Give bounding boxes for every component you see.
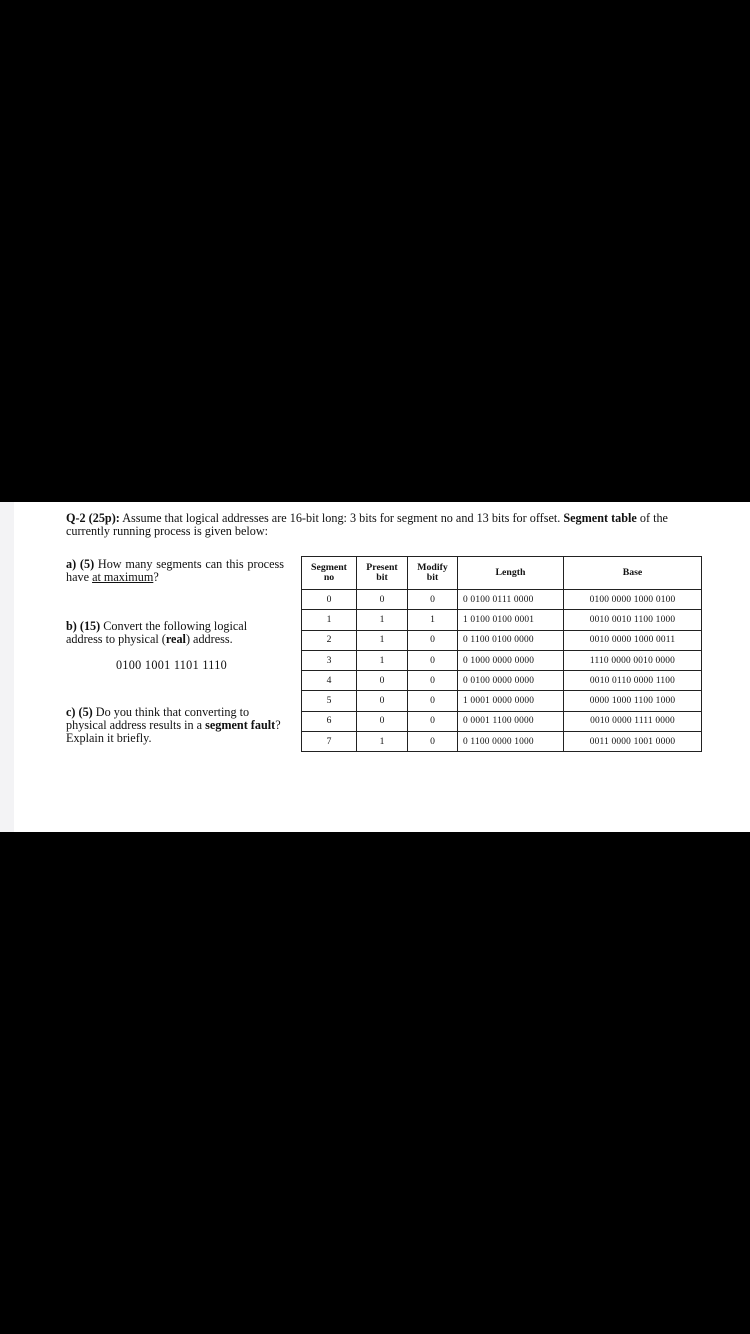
document-page	[0, 502, 750, 832]
logical-address: 0100 1001 1101 1110	[116, 658, 227, 672]
cell-base: 0010 0110 0000 1100	[564, 671, 702, 691]
cell-seg: 4	[302, 671, 357, 691]
question-heading	[66, 512, 706, 538]
part-a-end: ?	[153, 570, 159, 584]
header-base: Base	[564, 557, 702, 590]
cell-present: 1	[357, 610, 408, 630]
cell-modify: 0	[408, 671, 458, 691]
cell-present: 1	[357, 650, 408, 670]
cell-base: 0010 0000 1111 0000	[564, 711, 702, 731]
cell-length: 1 0100 0100 0001	[458, 610, 564, 630]
cell-modify: 0	[408, 630, 458, 650]
question-intro-end: of the currently running process is given below:	[66, 511, 668, 538]
part-c	[66, 706, 284, 745]
segment-table	[301, 556, 702, 752]
part-a	[66, 558, 284, 584]
table-row	[302, 610, 702, 630]
cell-seg: 7	[302, 732, 357, 752]
table-row	[302, 711, 702, 731]
cell-length: 0 1000 0000 0000	[458, 650, 564, 670]
cell-modify: 0	[408, 691, 458, 711]
table-row	[302, 691, 702, 711]
table-row	[302, 671, 702, 691]
cell-seg: 2	[302, 630, 357, 650]
part-b-text: Convert the following logical address to physical (	[66, 619, 248, 646]
cell-present: 0	[357, 711, 408, 731]
cell-seg: 6	[302, 711, 357, 731]
cell-length: 0 1100 0000 1000	[458, 732, 564, 752]
part-c-text: Do you think that converting to physical address results in a	[66, 705, 250, 732]
cell-base: 0100 0000 1000 0100	[564, 590, 702, 610]
cell-base: 0010 0000 1000 0011	[564, 630, 702, 650]
part-b-end: ) address.	[185, 632, 233, 646]
question-title: Q-2 (25p):	[66, 511, 120, 525]
header-length: Length	[458, 557, 564, 590]
part-b-emph: real	[165, 632, 186, 646]
cell-length: 0 1100 0100 0000	[458, 630, 564, 650]
header-present-bit: Present bit	[357, 557, 408, 590]
part-a-text: How many segments can this process have	[66, 557, 284, 584]
header-segment-no: Segment no	[302, 557, 357, 590]
cell-modify: 0	[408, 711, 458, 731]
cell-length: 1 0001 0000 0000	[458, 691, 564, 711]
part-b	[66, 620, 284, 646]
segment-table-header	[302, 557, 702, 590]
part-b-label: b) (15)	[66, 619, 101, 633]
question-intro: Assume that logical addresses are 16-bit long: 3 bits for segment no and 13 bits for offset.	[119, 511, 564, 525]
cell-length: 0 0100 0111 0000	[458, 590, 564, 610]
table-row	[302, 732, 702, 752]
cell-modify: 0	[408, 732, 458, 752]
header-modify-bit: Modify bit	[408, 557, 458, 590]
table-row	[302, 590, 702, 610]
cell-length: 0 0100 0000 0000	[458, 671, 564, 691]
cell-seg: 0	[302, 590, 357, 610]
part-a-underlined: at maximum	[92, 570, 154, 584]
cell-modify: 0	[408, 590, 458, 610]
table-row	[302, 630, 702, 650]
part-a-label: a) (5)	[66, 557, 95, 571]
part-c-emph: segment fault	[205, 718, 276, 732]
table-row	[302, 650, 702, 670]
cell-seg: 5	[302, 691, 357, 711]
cell-base: 0011 0000 1001 0000	[564, 732, 702, 752]
question-emph-segment: Segment	[563, 511, 609, 525]
question-emph-table: table	[611, 511, 637, 525]
cell-present: 0	[357, 590, 408, 610]
cell-seg: 3	[302, 650, 357, 670]
page-left-edge	[0, 502, 14, 832]
cell-base: 1110 0000 0010 0000	[564, 650, 702, 670]
cell-modify: 0	[408, 650, 458, 670]
cell-present: 0	[357, 671, 408, 691]
cell-present: 0	[357, 691, 408, 711]
cell-length: 0 0001 1100 0000	[458, 711, 564, 731]
cell-seg: 1	[302, 610, 357, 630]
cell-modify: 1	[408, 610, 458, 630]
cell-base: 0010 0010 1100 1000	[564, 610, 702, 630]
part-c-label: c) (5)	[66, 705, 93, 719]
cell-base: 0000 1000 1100 1000	[564, 691, 702, 711]
part-c-end: ? Explain it briefly.	[66, 718, 281, 745]
cell-present: 1	[357, 732, 408, 752]
cell-present: 1	[357, 630, 408, 650]
